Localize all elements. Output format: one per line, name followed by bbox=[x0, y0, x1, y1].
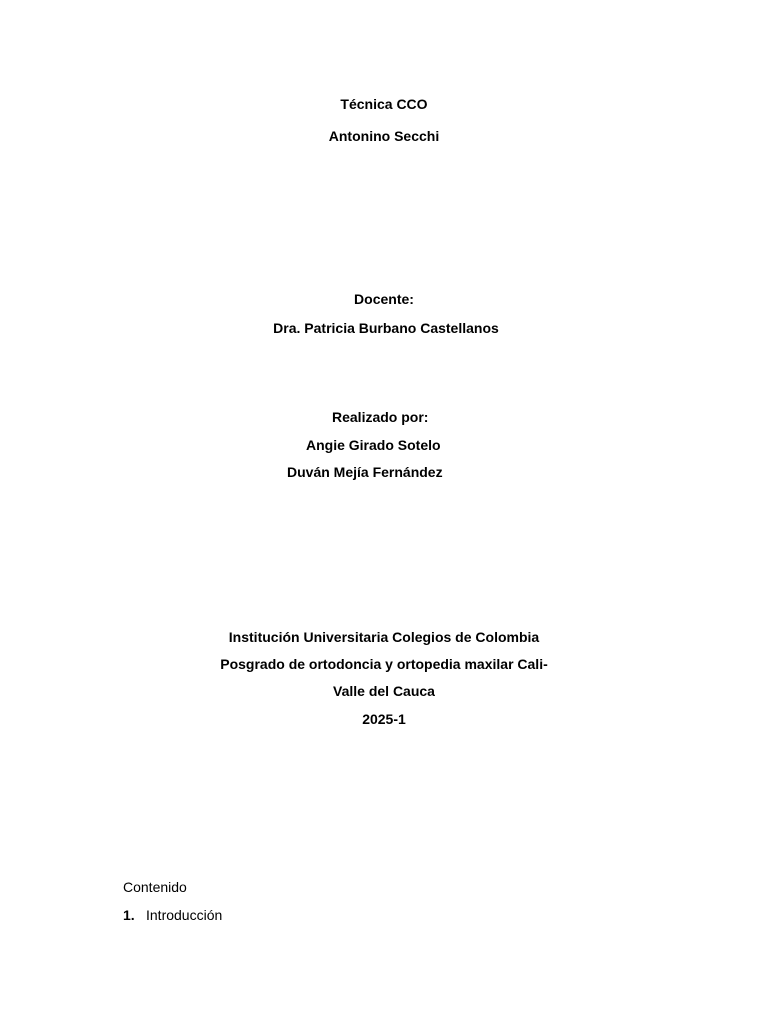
authors-label: Realizado por: bbox=[332, 409, 429, 425]
institution-name: Institución Universitaria Colegios de Colombia bbox=[228, 629, 540, 645]
author-name-1: Angie Girado Sotelo bbox=[306, 437, 441, 453]
academic-period: 2025-1 bbox=[362, 711, 406, 727]
contents-item-number: 1. bbox=[123, 907, 135, 923]
contents-heading: Contenido bbox=[123, 879, 187, 895]
author-name-2: Duván Mejía Fernández bbox=[287, 464, 443, 480]
teacher-name: Dra. Patricia Burbano Castellanos bbox=[273, 320, 499, 336]
contents-item-label[interactable]: Introducción bbox=[146, 907, 223, 923]
document-subtitle: Antonino Secchi bbox=[328, 128, 440, 144]
region-name: Valle del Cauca bbox=[333, 683, 435, 699]
document-title: Técnica CCO bbox=[340, 96, 428, 112]
teacher-label: Docente: bbox=[354, 291, 414, 307]
program-name: Posgrado de ortodoncia y ortopedia maxilar Cali- bbox=[220, 656, 548, 672]
